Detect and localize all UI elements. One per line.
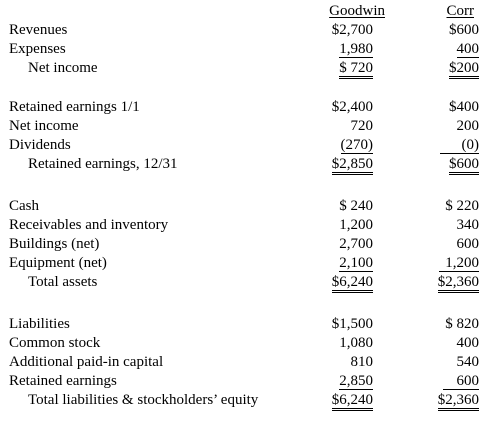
row-buildings (0, 235, 485, 254)
value-goodwin: (270) (340, 137, 373, 153)
value-goodwin: $6,240 (332, 391, 373, 411)
row-apic (0, 353, 485, 372)
row-label: Common stock (9, 335, 101, 351)
value-goodwin: 1,200 (339, 217, 373, 233)
value-goodwin: $2,400 (331, 99, 373, 115)
value-corr: 1,200 (439, 254, 479, 273)
row-label: Liabilities (9, 316, 70, 332)
row-receivables-inventory (0, 216, 485, 235)
value-goodwin: 1,980 (339, 41, 373, 57)
value-corr: $600 (449, 22, 479, 38)
value-corr: $400 (449, 99, 479, 115)
row-re-net-income (0, 117, 485, 136)
value-corr: 200 (456, 118, 479, 134)
row-liabilities (0, 315, 485, 334)
value-goodwin: 810 (350, 354, 373, 370)
value-corr: $600 (449, 155, 479, 175)
value-goodwin: 720 (350, 118, 373, 134)
value-goodwin: $2,700 (331, 22, 373, 38)
value-goodwin: $2,850 (332, 155, 373, 175)
row-cash (0, 197, 485, 216)
value-goodwin: $ 720 (339, 59, 373, 79)
value-goodwin: 2,700 (339, 236, 373, 252)
value-corr: 600 (456, 236, 479, 252)
value-corr: $2,360 (438, 391, 479, 411)
row-retained-earnings (0, 372, 485, 391)
row-label: Expenses (9, 41, 66, 57)
row-net-income (0, 59, 485, 78)
row-label: Equipment (net) (9, 255, 107, 271)
value-goodwin: 2,100 (339, 255, 373, 271)
row-retained-earnings-begin (0, 98, 485, 117)
value-goodwin: 1,080 (339, 335, 373, 351)
row-label: Dividends (9, 137, 71, 153)
value-corr: 340 (456, 217, 479, 233)
value-corr: 540 (456, 354, 479, 370)
row-label: Retained earnings (9, 373, 117, 389)
value-goodwin: $1,500 (331, 316, 373, 332)
row-total-liabilities-equity (0, 391, 485, 410)
row-label: Cash (9, 198, 39, 214)
row-label: Net income (28, 60, 98, 76)
value-corr: 600 (443, 372, 480, 391)
row-label: Total liabilities & stockholders’ equity (28, 392, 259, 408)
row-total-assets (0, 273, 485, 292)
column-header-goodwin: Goodwin (329, 3, 385, 19)
row-revenues (0, 21, 485, 40)
row-expenses (0, 40, 485, 59)
row-label: Additional paid-in capital (9, 354, 164, 370)
value-goodwin: $ 240 (339, 198, 373, 214)
value-goodwin: 2,850 (339, 373, 373, 389)
column-header-row (0, 2, 485, 21)
value-corr: (0) (440, 136, 480, 155)
row-common-stock (0, 334, 485, 353)
value-corr: 400 (456, 335, 479, 351)
row-label: Buildings (net) (9, 236, 100, 252)
value-goodwin: $6,240 (332, 273, 373, 293)
row-label: Revenues (9, 22, 68, 38)
row-label: Total assets (28, 274, 98, 290)
row-label: Retained earnings 1/1 (9, 99, 140, 115)
row-label: Net income (9, 118, 79, 134)
value-corr: $200 (449, 59, 479, 79)
value-corr: 400 (456, 41, 479, 57)
row-label: Retained earnings, 12/31 (28, 156, 178, 172)
row-retained-earnings-end (0, 155, 485, 174)
row-dividends (0, 136, 485, 155)
row-label: Receivables and inventory (9, 217, 169, 233)
row-equipment (0, 254, 485, 273)
value-corr: $2,360 (438, 273, 479, 293)
value-corr: $ 220 (445, 198, 479, 214)
column-header-corr: Corr (446, 3, 474, 19)
value-corr: $ 820 (445, 316, 479, 332)
